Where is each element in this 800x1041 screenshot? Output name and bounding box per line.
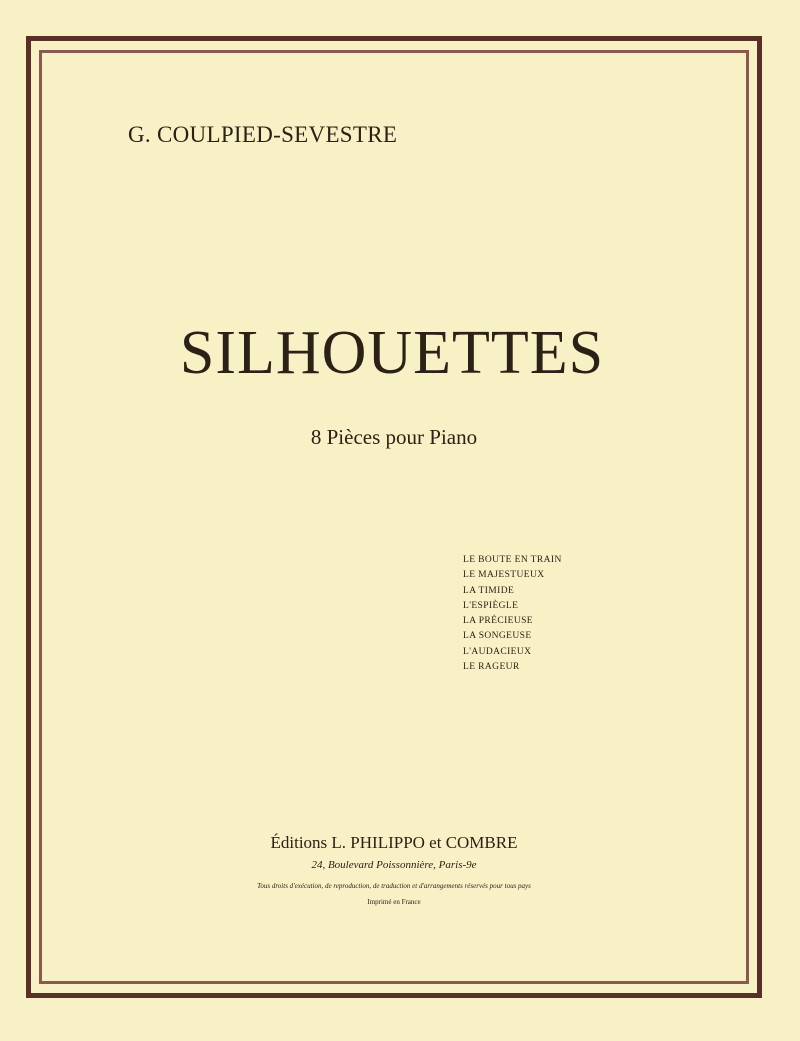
piece-item: LA SONGEUSE (463, 631, 532, 642)
composer-name: G. COULPIED-SEVESTRE (128, 122, 398, 147)
work-subtitle: 8 Pièces pour Piano (310, 425, 478, 449)
piece-item: L'AUDACIEUX (463, 646, 532, 657)
rights-notice: Tous droits d'exécution, de reproduction, de traduction et d'arrangements réservés pour tous pays (257, 882, 531, 890)
piece-item: LA TIMIDE (463, 585, 515, 596)
printed-in-notice: Imprimé en France (367, 898, 421, 906)
piece-item: LE RAGEUR (463, 662, 520, 673)
publisher-address: 24, Boulevard Poissonnière, Paris-9e (311, 859, 477, 871)
work-title: SILHOUETTES (179, 319, 605, 387)
piece-list (463, 553, 562, 675)
piece-item: LE MAJESTUEUX (463, 570, 545, 581)
piece-item: LA PRÉCIEUSE (463, 616, 533, 627)
publisher-name: Éditions L. PHILIPPO et COMBRE (270, 833, 518, 852)
piece-item: L'ESPIÈGLE (463, 600, 519, 611)
piece-item: LE BOUTE EN TRAIN (463, 555, 562, 565)
